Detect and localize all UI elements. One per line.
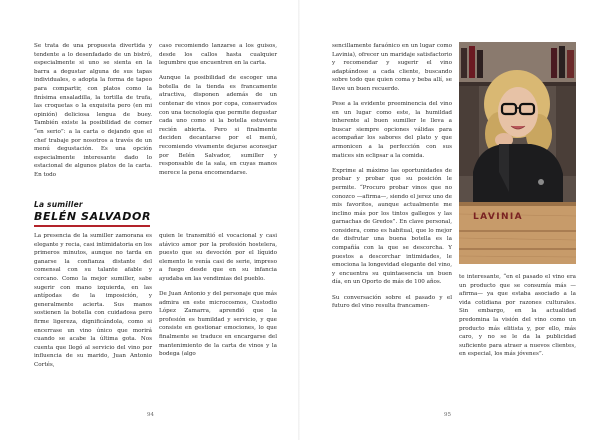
paragraph: De Juan Antonio y del personaje que más admira en este microcosmos, Custodio López Zamarra, aprendió que la profesión es humildad y servicio, y que consiste en gestionar emociones, lo que finalmente se traduce en encargarse del mantenimiento de la carta de vinos y la bodega (algo — [159, 291, 277, 358]
page-number: 95 — [444, 412, 451, 418]
paragraph: Pese a la evidente preeminencia del vino en un lugar como este, la humildad inherente al buen sumiller le lleva a buscar siempre opciones válidas para acompañar los sabores del plato y que armonicen a la perfección con sus matices sin eclipsar a la comida. — [332, 101, 452, 159]
paragraph: La presencia de la sumiller zamorana es elegante y recia, casi intimidatoria en los primeros minutos, aunque no tarda en ganarse la confianza distante del comensal con su talante afable y cercano. Como la mejor sumiller, sabe sugerir con mano izquierda, en las antípodas de la imposición, y generalmente acierta. Sus manos sostienen la botella con cuidadosa pero firme ligereza, dignificándola, como si encerrase un vino único que morirá cuando se acabe la última gota. Nos cuenta que llegó al servicio del vino por influencia de su marido, Juan Antonio Cortés, — [34, 233, 152, 368]
paragraph: Aunque la posibilidad de escoger una botella de la tienda es francamente atractiva, disponen además de un centenar de vinos por copa, conservados con una tecnología que permite degustar cada uno como si la botella estuviera recién abierta. Pero si finalmente deciden decantarse por el menú, recomiendo vivamente dejarse aconsejar por Belén Salvador, sumiller y responsable de la sala, en cuyas manos merece la pena encomendarse. — [159, 75, 277, 176]
sommelier-photo — [459, 42, 576, 264]
left-column-4 — [159, 232, 277, 365]
right-column-1 — [332, 42, 452, 317]
paragraph: Se trata de una propuesta divertida y tendente a lo desenfadado de un bistró, especialmente si uno se sienta en la barra a degustar alguna de sus tapas individuales, o adopta la forma de tapeo para compartir, con platos como la finísima ensaladilla, la tortilla de trufa, las croquetas o la exquisita pero (en mi opinión) deliciosa lengua de buey. También existe la posibilidad de comer “en serio”: a la carta o dejando que el chef trabaje por nosotros a través de un menú degustación. Es una opción especialmente interesante dado lo estacional de algunos platos de la carta. En todo — [34, 43, 152, 178]
paragraph: caso recomiendo lanzarse a los guisos, desde los callos hasta cualquier legumbre que encuentren en la carta. — [159, 43, 277, 67]
paragraph: quien le transmitió el vocacional y casi atávico amor por la profesión hostelera, puesto que su devoción por el líquido elemento le venía casi de serie, impreso a fuego desde que en su infancia ayudaba en las vendimias del pueblo. — [159, 233, 277, 282]
left-column-2 — [159, 42, 277, 184]
paragraph: Su conversación sobre el pasado y el futuro del vino resulta francamen- — [332, 294, 452, 310]
left-column-1 — [34, 42, 152, 186]
page-number: 94 — [147, 412, 154, 418]
section-heading — [34, 200, 194, 223]
section-title: BELÉN SALVADOR — [34, 210, 152, 223]
section-kicker: La sumiller — [34, 200, 83, 209]
left-column-3 — [34, 232, 152, 376]
heading-rule — [34, 225, 150, 227]
crate-label: LAVINIA — [473, 212, 524, 222]
paragraph: sencillamente faraónico en un lugar como Lavinia), ofrecer un maridaje satisfactorio y recomendar y sugerir el vino adaptándose a cada cliente, buscando sobre todo que quien coma y beba allí, se lleve un buen recuerdo. — [332, 43, 452, 92]
right-column-2 — [459, 273, 576, 365]
paragraph: Exprime al máximo las oportunidades de probar y probar que su posición le permite. “Procuro probar vinos que no conozco —afirma—, siendo el jerez uno de mis favoritos, aunque actualmente me inclino más por los tintos gallegos y las garnachas de Gredos”. En clave personal, considera, como es habitual, que lo mejor de disfrutar una buena botella es la compañía con la que se descorcha. Y puestos a descorchar intimidades, le emociona la longevidad elegante del vino, y encuentra su quintaesencia un buen día, en un Oporto de más de 100 años. — [332, 167, 452, 286]
paragraph: te interesante, “en el pasado el vino era un producto que se consumía más —afirma— ya que estaba asociado a la vida cotidiana por razones culturales. Sin embargo, en la actualidad predomina la visión del vino como un producto más elitista y, por ello, más caro, y no se le da la publicidad suficiente para atraer a nuevos clientes, en especial, los más jóvenes”. — [459, 274, 576, 358]
